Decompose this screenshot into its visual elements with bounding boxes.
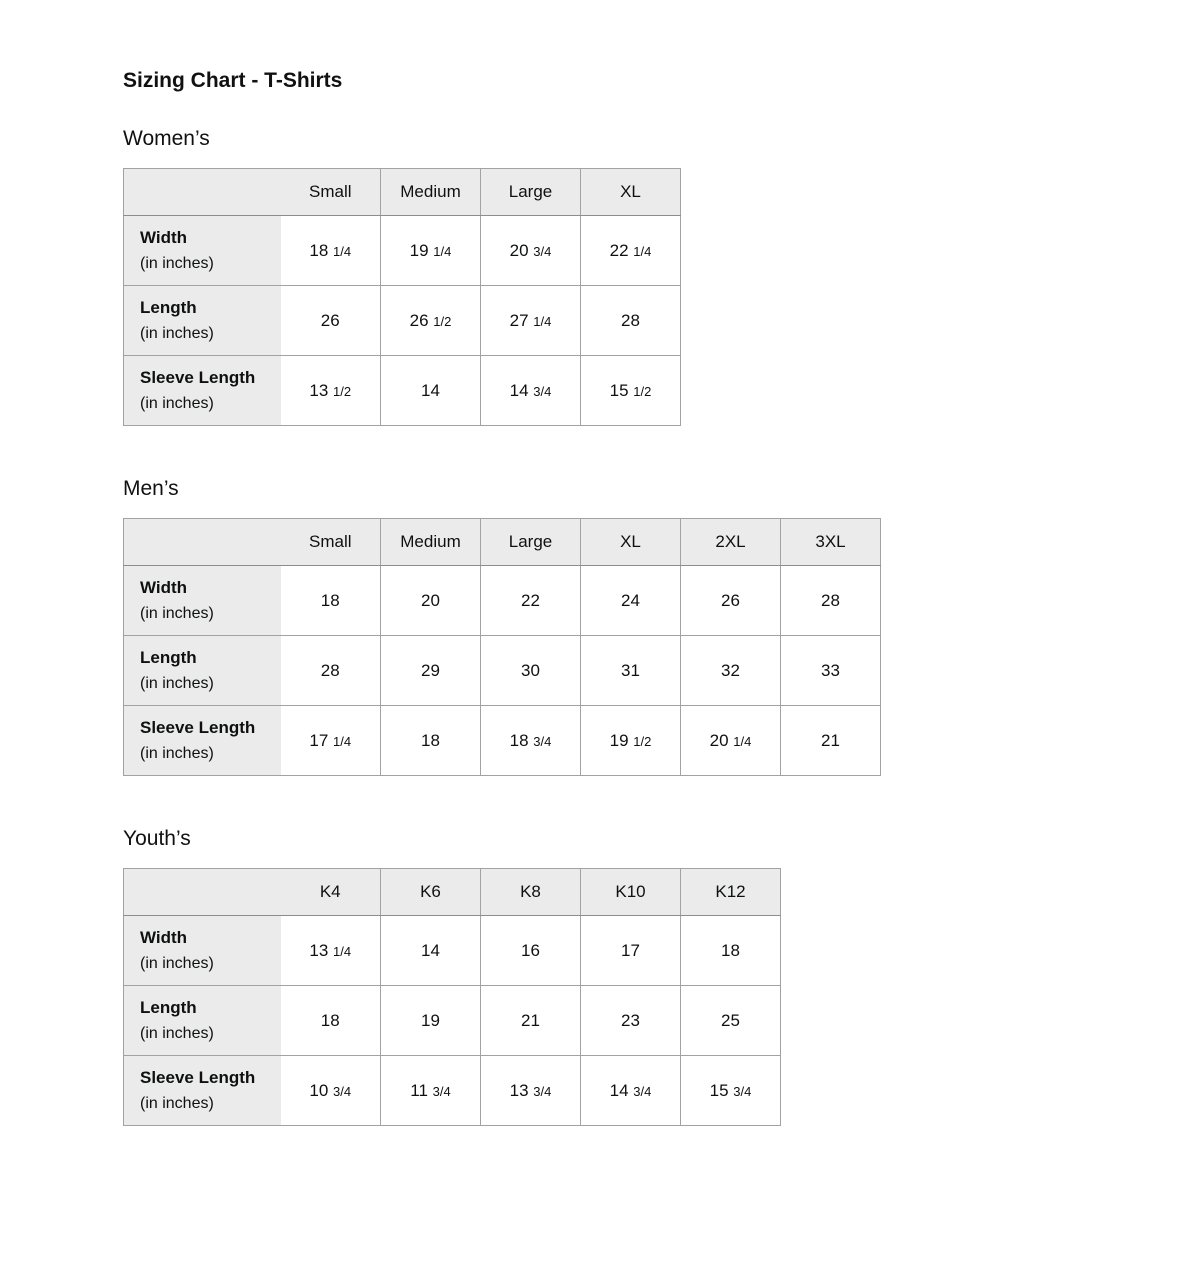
row-sublabel-text: (in inches) bbox=[140, 745, 214, 762]
size-value-cell: 31 bbox=[581, 636, 681, 706]
row-label-text: Width bbox=[140, 928, 188, 947]
size-value-cell: 28 bbox=[581, 286, 681, 356]
size-value-cell: 10 3/4 bbox=[281, 1056, 381, 1126]
size-value-cell: 18 1/4 bbox=[281, 216, 381, 286]
column-header-small: Small bbox=[281, 519, 381, 566]
row-sublabel-text: (in inches) bbox=[140, 1095, 214, 1112]
size-value-cell: 14 bbox=[381, 916, 481, 986]
fraction-part: 3/4 bbox=[333, 1083, 352, 1099]
size-value-cell: 15 3/4 bbox=[681, 1056, 781, 1126]
size-value-cell: 15 1/2 bbox=[581, 356, 681, 426]
fraction-part: 3/4 bbox=[733, 1083, 752, 1099]
size-value-cell: 21 bbox=[481, 986, 581, 1056]
size-value-cell: 13 1/2 bbox=[281, 356, 381, 426]
section-heading-mens: Men’s bbox=[123, 477, 179, 500]
size-value-cell: 26 bbox=[681, 566, 781, 636]
table-row-width bbox=[124, 916, 781, 986]
row-header-length bbox=[124, 636, 281, 706]
size-value-cell: 25 bbox=[681, 986, 781, 1056]
row-label-text: Sleeve Length bbox=[140, 1068, 256, 1087]
size-value-cell: 30 bbox=[481, 636, 581, 706]
table-corner-cell bbox=[124, 519, 281, 566]
page-title: Sizing Chart - T-Shirts bbox=[123, 69, 343, 92]
size-value-cell: 18 3/4 bbox=[481, 706, 581, 776]
size-value-cell: 20 3/4 bbox=[481, 216, 581, 286]
row-sublabel-text: (in inches) bbox=[140, 395, 214, 412]
column-header-small: Small bbox=[281, 169, 381, 216]
row-sublabel-text: (in inches) bbox=[140, 955, 214, 972]
size-value-cell: 28 bbox=[781, 566, 881, 636]
table-row-length bbox=[124, 286, 681, 356]
row-label-text: Width bbox=[140, 228, 188, 247]
row-label-text: Width bbox=[140, 578, 188, 597]
size-value-cell: 11 3/4 bbox=[381, 1056, 481, 1126]
table-row-length bbox=[124, 986, 781, 1056]
table-header-row bbox=[124, 519, 881, 566]
table-row-sleeve-length bbox=[124, 356, 681, 426]
row-sublabel-text: (in inches) bbox=[140, 605, 214, 622]
fraction-part: 1/4 bbox=[333, 943, 352, 959]
row-header-sleeve-length bbox=[124, 1056, 281, 1126]
column-header-xl: XL bbox=[581, 169, 681, 216]
size-value-cell: 22 1/4 bbox=[581, 216, 681, 286]
size-value-cell: 18 bbox=[281, 566, 381, 636]
fraction-part: 3/4 bbox=[432, 1083, 451, 1099]
row-sublabel-text: (in inches) bbox=[140, 325, 214, 342]
table-corner-cell bbox=[124, 869, 281, 916]
size-value-cell: 27 1/4 bbox=[481, 286, 581, 356]
size-value-cell: 32 bbox=[681, 636, 781, 706]
row-header-width bbox=[124, 916, 281, 986]
row-header-width bbox=[124, 566, 281, 636]
column-header-3xl: 3XL bbox=[781, 519, 881, 566]
fraction-part: 1/4 bbox=[733, 733, 752, 749]
size-value-cell: 18 bbox=[681, 916, 781, 986]
table-row-width bbox=[124, 566, 881, 636]
fraction-part: 1/4 bbox=[433, 243, 452, 259]
table-row-sleeve-length bbox=[124, 1056, 781, 1126]
fraction-part: 1/2 bbox=[433, 313, 452, 329]
row-label-text: Length bbox=[140, 648, 197, 667]
size-value-cell: 18 bbox=[381, 706, 481, 776]
column-header-medium: Medium bbox=[381, 169, 481, 216]
column-header-xl: XL bbox=[581, 519, 681, 566]
column-header-large: Large bbox=[481, 519, 581, 566]
fraction-part: 3/4 bbox=[533, 243, 552, 259]
youths-size-table bbox=[123, 868, 781, 1126]
mens-size-table bbox=[123, 518, 881, 776]
section-youths bbox=[123, 826, 1083, 1126]
section-womens bbox=[123, 126, 1083, 426]
size-value-cell: 16 bbox=[481, 916, 581, 986]
size-value-cell: 26 1/2 bbox=[381, 286, 481, 356]
fraction-part: 1/2 bbox=[633, 383, 652, 399]
size-value-cell: 17 1/4 bbox=[281, 706, 381, 776]
fraction-part: 1/4 bbox=[333, 733, 352, 749]
size-value-cell: 14 3/4 bbox=[481, 356, 581, 426]
table-corner-cell bbox=[124, 169, 281, 216]
sizing-chart-page bbox=[123, 68, 1083, 1126]
column-header-k12: K12 bbox=[681, 869, 781, 916]
column-header-2xl: 2XL bbox=[681, 519, 781, 566]
size-value-cell: 29 bbox=[381, 636, 481, 706]
fraction-part: 1/4 bbox=[633, 243, 652, 259]
size-value-cell: 22 bbox=[481, 566, 581, 636]
size-value-cell: 28 bbox=[281, 636, 381, 706]
fraction-part: 3/4 bbox=[533, 733, 552, 749]
table-header-row bbox=[124, 169, 681, 216]
table-header-row bbox=[124, 869, 781, 916]
row-header-length bbox=[124, 986, 281, 1056]
fraction-part: 3/4 bbox=[633, 1083, 652, 1099]
fraction-part: 1/2 bbox=[333, 383, 352, 399]
section-heading-youths: Youth’s bbox=[123, 827, 191, 850]
size-value-cell: 20 1/4 bbox=[681, 706, 781, 776]
size-value-cell: 19 bbox=[381, 986, 481, 1056]
size-value-cell: 18 bbox=[281, 986, 381, 1056]
row-sublabel-text: (in inches) bbox=[140, 675, 214, 692]
size-value-cell: 21 bbox=[781, 706, 881, 776]
column-header-k4: K4 bbox=[281, 869, 381, 916]
row-sublabel-text: (in inches) bbox=[140, 255, 214, 272]
row-header-sleeve-length bbox=[124, 356, 281, 426]
column-header-large: Large bbox=[481, 169, 581, 216]
size-value-cell: 17 bbox=[581, 916, 681, 986]
column-header-k10: K10 bbox=[581, 869, 681, 916]
row-label-text: Sleeve Length bbox=[140, 718, 256, 737]
table-row-width bbox=[124, 216, 681, 286]
fraction-part: 1/2 bbox=[633, 733, 652, 749]
row-header-width bbox=[124, 216, 281, 286]
section-mens bbox=[123, 476, 1083, 776]
size-value-cell: 33 bbox=[781, 636, 881, 706]
row-label-text: Sleeve Length bbox=[140, 368, 256, 387]
row-sublabel-text: (in inches) bbox=[140, 1025, 214, 1042]
column-header-medium: Medium bbox=[381, 519, 481, 566]
column-header-k6: K6 bbox=[381, 869, 481, 916]
fraction-part: 1/4 bbox=[333, 243, 352, 259]
table-row-sleeve-length bbox=[124, 706, 881, 776]
row-label-text: Length bbox=[140, 298, 197, 317]
table-row-length bbox=[124, 636, 881, 706]
column-header-k8: K8 bbox=[481, 869, 581, 916]
fraction-part: 3/4 bbox=[533, 383, 552, 399]
size-value-cell: 13 3/4 bbox=[481, 1056, 581, 1126]
fraction-part: 3/4 bbox=[533, 1083, 552, 1099]
womens-size-table bbox=[123, 168, 681, 426]
size-value-cell: 14 bbox=[381, 356, 481, 426]
size-value-cell: 23 bbox=[581, 986, 681, 1056]
size-value-cell: 26 bbox=[281, 286, 381, 356]
row-header-length bbox=[124, 286, 281, 356]
size-value-cell: 24 bbox=[581, 566, 681, 636]
size-value-cell: 13 1/4 bbox=[281, 916, 381, 986]
size-value-cell: 20 bbox=[381, 566, 481, 636]
row-label-text: Length bbox=[140, 998, 197, 1017]
size-value-cell: 19 1/4 bbox=[381, 216, 481, 286]
row-header-sleeve-length bbox=[124, 706, 281, 776]
size-value-cell: 14 3/4 bbox=[581, 1056, 681, 1126]
section-heading-womens: Women’s bbox=[123, 127, 210, 150]
fraction-part: 1/4 bbox=[533, 313, 552, 329]
size-value-cell: 19 1/2 bbox=[581, 706, 681, 776]
